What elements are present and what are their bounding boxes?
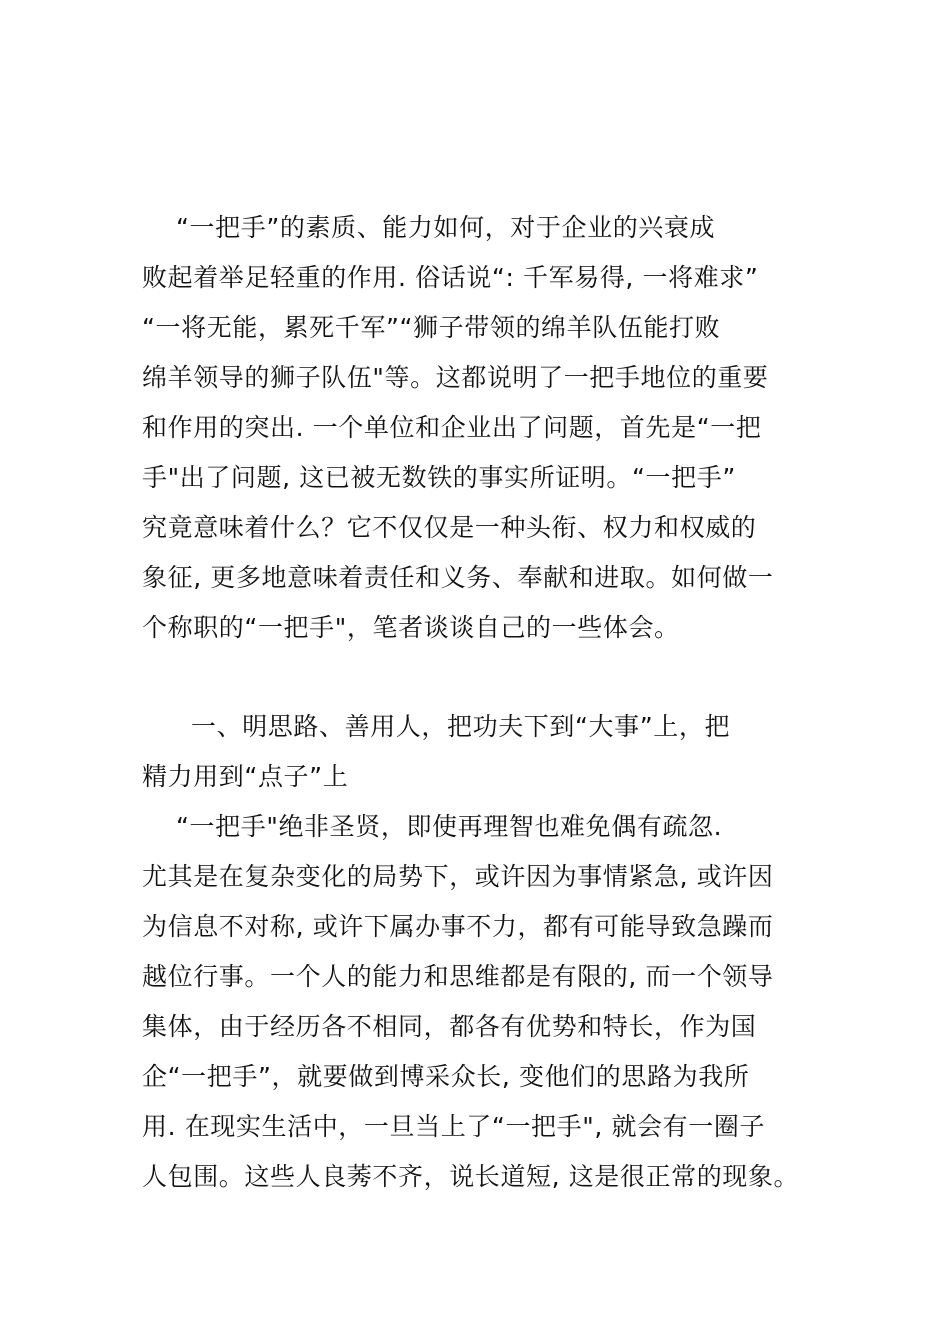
section-heading-line-2: 精力用到“点子”上 <box>142 762 349 791</box>
paragraph-2-line-3: 为信息不对称, 或许下属办事不力，都有可能导致急躁而 <box>142 912 774 941</box>
paragraph-2-line-8: 人包围。这些人良莠不齐，说长道短, 这是很正常的现象。 <box>142 1162 800 1191</box>
paragraph-1-line-2: 败起着举足轻重的作用. 俗话说“: 千军易得, 一将难求” <box>142 263 759 292</box>
paragraph-2-line-1: “一把手"绝非圣贤，即使再理智也难免偶有疏忽. <box>176 812 723 841</box>
paragraph-1-line-7: 究竟意味着什么？它不仅仅是一种头衔、权力和权威的 <box>142 513 757 542</box>
section-heading-line-1: 一、明思路、善用人，把功夫下到“大事”上，把 <box>191 712 731 741</box>
paragraph-1-line-4: 绵羊领导的狮子队伍"等。这都说明了一把手地位的重要 <box>142 363 769 392</box>
paragraph-1-line-8: 象征, 更多地意味着责任和义务、奉献和进取。如何做一 <box>142 563 774 592</box>
paragraph-1-line-3: “一将无能，累死千军”“狮子带领的绵羊队伍能打败 <box>142 313 721 342</box>
paragraph-2-line-6: 企“一把手”，就要做到博采众长, 变他们的思路为我所 <box>142 1062 750 1091</box>
paragraph-1-line-1: “一把手”的素质、能力如何，对于企业的兴衰成 <box>176 213 716 242</box>
paragraph-2-line-5: 集体，由于经历各不相同，都各有优势和特长，作为国 <box>142 1012 757 1041</box>
paragraph-2-line-2: 尤其是在复杂变化的局势下，或许因为事情紧急, 或许因 <box>142 862 774 891</box>
paragraph-1-line-5: 和作用的突出. 一个单位和企业出了问题，首先是“一把 <box>142 413 762 442</box>
paragraph-1-line-6: 手"出了问题, 这已被无数铁的事实所证明。“一把手” <box>142 463 736 492</box>
paragraph-2-line-7: 用. 在现实生活中，一旦当上了“一把手", 就会有一圈子 <box>142 1112 766 1141</box>
paragraph-2-line-4: 越位行事。一个人的能力和思维都是有限的, 而一个领导 <box>142 962 774 991</box>
paragraph-1-line-9: 个称职的“一把手"，笔者谈谈自己的一些体会。 <box>142 613 680 642</box>
